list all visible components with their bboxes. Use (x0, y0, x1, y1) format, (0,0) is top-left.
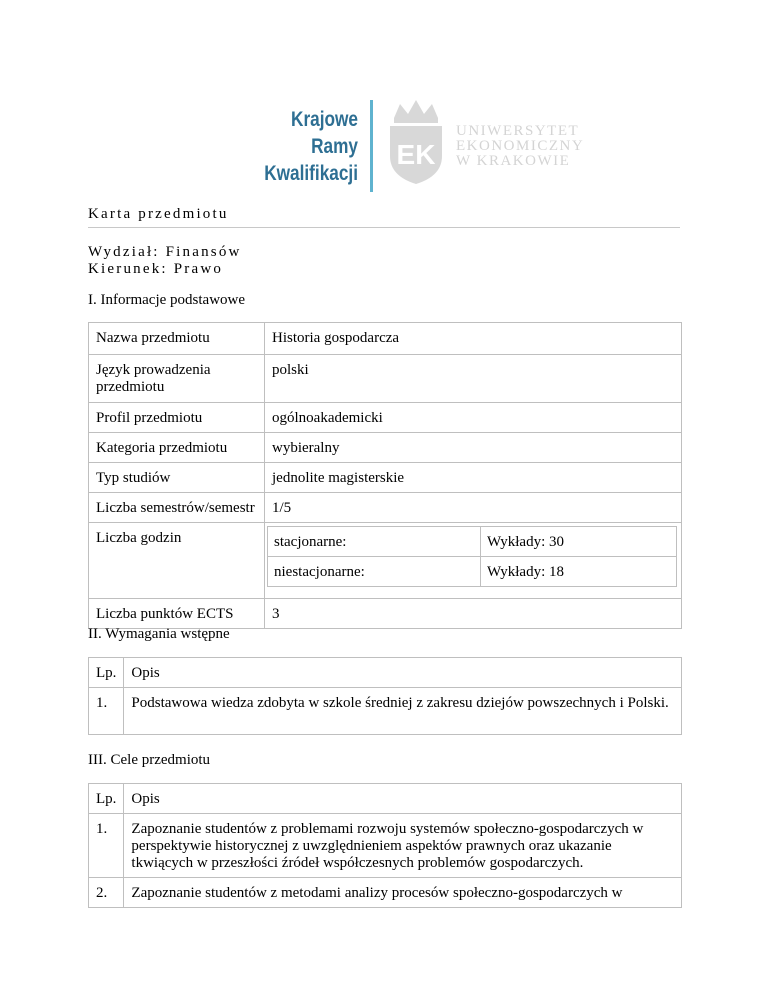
row-value: 3 (265, 599, 682, 629)
row-text: Zapoznanie studentów z problemami rozwoju systemów społeczno-gospodarczych w perspektywie historycznej z uwzględnieniem aspektów prawnych oraz ukazanie tkwiących w przeszłości źródeł współczesnych problemów gospodarczych. (124, 814, 682, 878)
hours-cell (265, 523, 682, 599)
krk-logo-line: Krajowe (291, 108, 358, 131)
table-row (89, 878, 682, 908)
table-header-row (89, 784, 682, 814)
study-mode: stacjonarne: (268, 527, 481, 557)
university-name (456, 124, 584, 169)
basic-info-table (88, 322, 682, 629)
row-label: Kategoria przedmiotu (89, 433, 265, 463)
title-divider (88, 227, 680, 228)
row-number: 2. (89, 878, 124, 908)
faculty-name: Wydział: Finansów (88, 244, 242, 260)
faculty-info (88, 244, 242, 278)
row-value: jednolite magisterskie (265, 463, 682, 493)
krk-logo-line: Ramy (311, 135, 358, 158)
row-value: wybieralny (265, 433, 682, 463)
table-row (268, 527, 677, 557)
table-row (89, 688, 682, 735)
row-number: 1. (89, 814, 124, 878)
university-name-line: EKONOMICZNY (456, 138, 585, 154)
row-text: Zapoznanie studentów z metodami analizy procesów społeczno-gospodarczych w (124, 878, 682, 908)
section-heading-goals: III. Cele przedmiotu (88, 752, 211, 768)
university-name-line: W KRAKOWIE (456, 153, 571, 169)
table-row (89, 355, 682, 403)
svg-text:EK: EK (396, 139, 436, 170)
field-of-study: Kierunek: Prawo (88, 261, 224, 277)
column-header-description: Opis (124, 784, 682, 814)
row-value: polski (265, 355, 682, 403)
table-row (89, 814, 682, 878)
document-title: Karta przedmiotu (88, 206, 229, 222)
table-row (89, 599, 682, 629)
column-header-description: Opis (124, 658, 682, 688)
table-header-row (89, 658, 682, 688)
uek-emblem-icon (384, 98, 448, 186)
table-row (89, 463, 682, 493)
table-row (89, 403, 682, 433)
row-label: Liczba punktów ECTS (89, 599, 265, 629)
university-name-line: UNIWERSYTET (456, 123, 580, 139)
hours-value: Wykłady: 18 (481, 557, 677, 587)
row-text: Podstawowa wiedza zdobyta w szkole średniej z zakresu dziejów powszechnych i Polski. (124, 688, 682, 735)
logo-divider (370, 100, 373, 192)
krk-logo (240, 106, 358, 187)
row-label: Język prowadzenia przedmiotu (89, 355, 265, 403)
row-label: Typ studiów (89, 463, 265, 493)
row-value: Historia gospodarcza (265, 323, 682, 355)
hours-table (267, 526, 677, 587)
table-row (89, 523, 682, 599)
row-label: Liczba godzin (89, 523, 265, 599)
row-value: 1/5 (265, 493, 682, 523)
table-row (89, 493, 682, 523)
section-heading-requirements: II. Wymagania wstępne (88, 626, 230, 642)
column-header-lp: Lp. (89, 658, 124, 688)
row-value: ogólnoakademicki (265, 403, 682, 433)
row-label: Profil przedmiotu (89, 403, 265, 433)
requirements-table (88, 657, 682, 735)
table-row (89, 323, 682, 355)
hours-value: Wykłady: 30 (481, 527, 677, 557)
row-number: 1. (89, 688, 124, 735)
row-label: Nazwa przedmiotu (89, 323, 265, 355)
row-label: Liczba semestrów/semestr (89, 493, 265, 523)
krk-logo-line: Kwalifikacji (264, 162, 358, 185)
goals-table (88, 783, 682, 908)
table-row (268, 557, 677, 587)
section-heading-basic: I. Informacje podstawowe (88, 292, 246, 308)
study-mode: niestacjonarne: (268, 557, 481, 587)
column-header-lp: Lp. (89, 784, 124, 814)
table-row (89, 433, 682, 463)
